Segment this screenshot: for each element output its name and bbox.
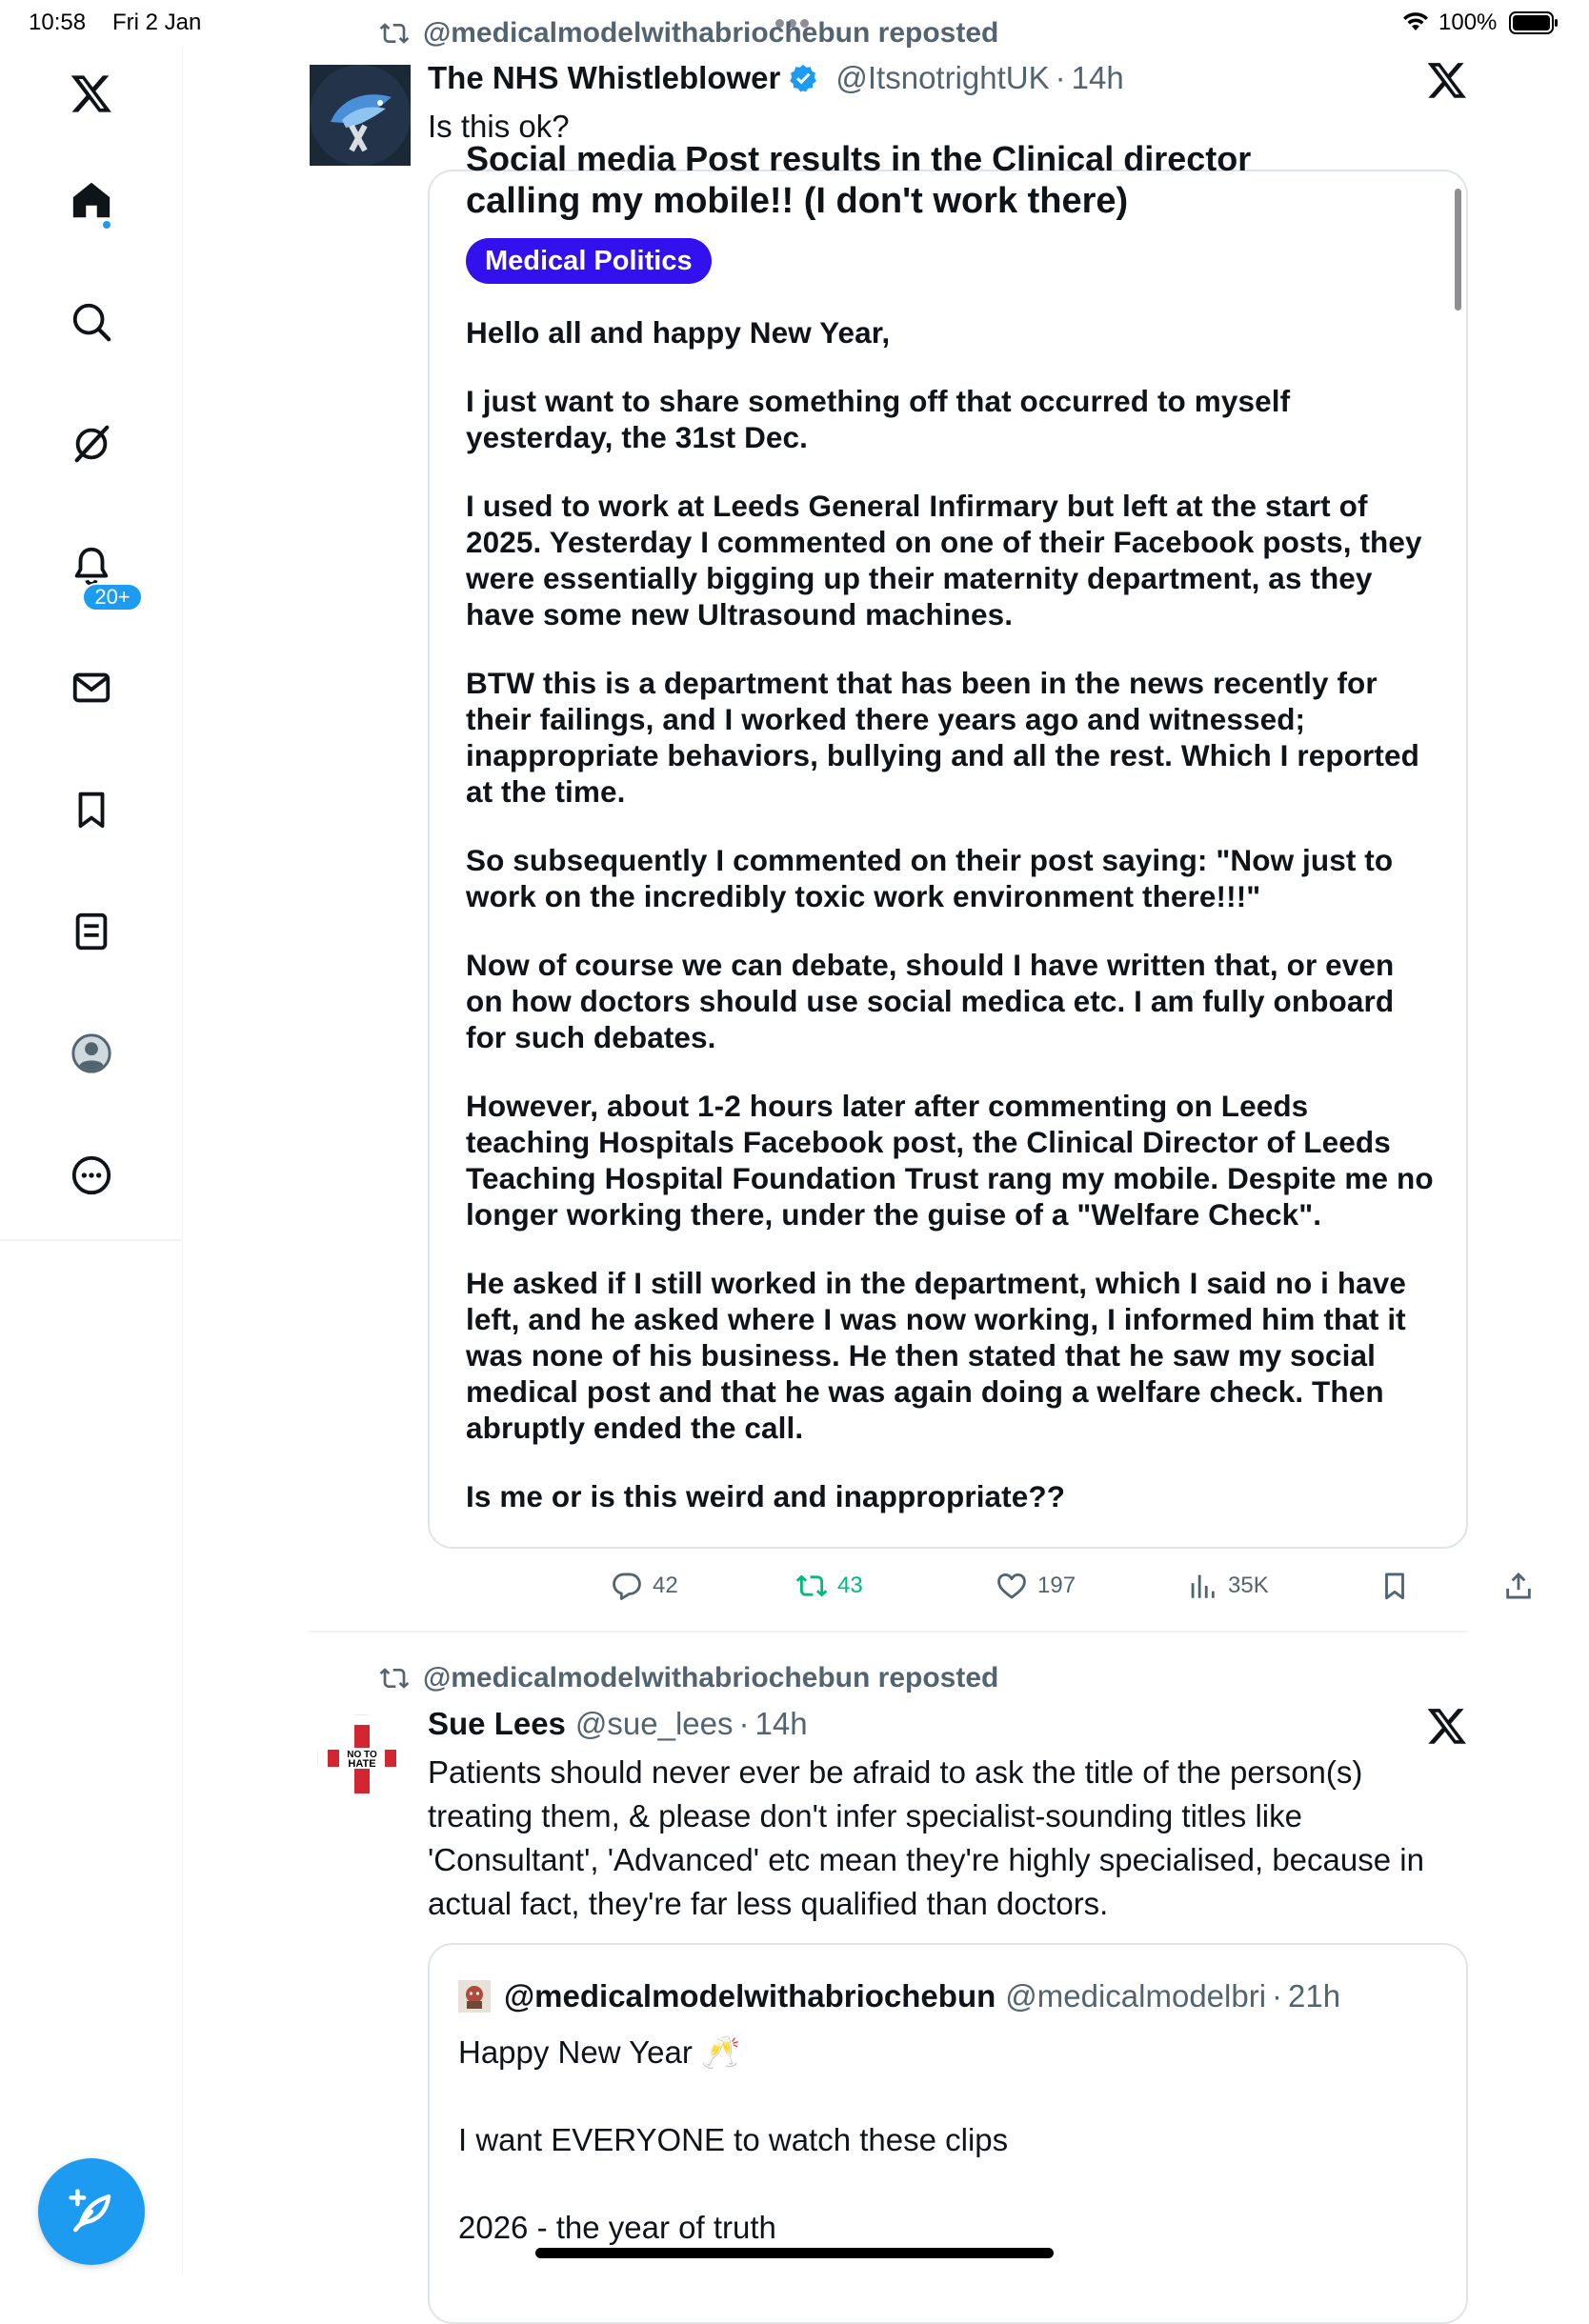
verified-badge-icon[interactable] xyxy=(788,63,818,93)
article-paragraph: BTW this is a department that has been in the news recently for their failings, and I worked there years ago and witnessed; inappropriate behaviors, bullying and all the rest. Which I reported at the time. xyxy=(466,666,1419,809)
share-button[interactable] xyxy=(1502,1564,1544,1608)
quote-avatar[interactable] xyxy=(458,1980,491,2013)
tweet-text: Is this ok? xyxy=(428,109,570,144)
repost-button[interactable] xyxy=(795,1564,863,1608)
timeline-feed xyxy=(184,0,1589,2274)
sidebar-divider xyxy=(0,1239,183,1241)
quote-line: Happy New Year 🥂 xyxy=(458,2034,741,2070)
avatar-text: HATE xyxy=(348,1758,376,1770)
share-icon xyxy=(1502,1570,1535,1602)
heart-icon xyxy=(996,1570,1028,1602)
tweet-time[interactable]: 14h xyxy=(754,1706,808,1741)
repost-count: 43 xyxy=(837,1573,863,1598)
reply-count: 42 xyxy=(653,1573,678,1598)
like-button[interactable] xyxy=(996,1564,1076,1608)
tweet-text: Patients should never ever be afraid to ask the title of the person(s) treating them, & please don't infer specialist-sounding titles like 'Consultant', 'Advanced' etc mean they're highly specialised, because in actual fact, they're far less qualified than doctors. xyxy=(428,1754,1424,1921)
x-logo-icon[interactable] xyxy=(55,57,128,130)
article-paragraph: Now of course we can debate, should I have written that, or even on how doctors should use social medica etc. I am fully onboard for such debates. xyxy=(466,948,1395,1054)
quote-line xyxy=(458,2162,1449,2206)
status-time: 10:58 xyxy=(29,10,87,35)
sidebar xyxy=(0,46,183,2274)
author-name[interactable]: Sue Lees xyxy=(428,1706,566,1741)
article-paragraph: Is me or is this weird and inappropriate?? xyxy=(466,1479,1066,1513)
author-name[interactable]: The NHS Whistleblower xyxy=(428,60,781,95)
article-paragraph: He asked if I still worked in the department, which I said no i have left, and he asked where I was now working, I informed him that it was none of his business. He then stated that he saw my social medical post and that he was again doing a welfare check. Then abruptly ended the call. xyxy=(466,1266,1407,1445)
bookmark-icon xyxy=(1378,1570,1411,1602)
bookmark-button[interactable] xyxy=(1378,1564,1420,1608)
quote-text xyxy=(458,2031,1449,2250)
x-logo-icon[interactable] xyxy=(1426,1705,1468,1747)
compose-feather-icon xyxy=(66,2186,117,2237)
reply-button[interactable] xyxy=(611,1564,678,1608)
separator: · xyxy=(1272,1978,1283,2013)
repost-icon xyxy=(379,18,410,49)
battery-percentage: 100% xyxy=(1438,10,1498,35)
grok-icon[interactable] xyxy=(55,408,128,480)
x-logo-icon[interactable] xyxy=(1426,59,1468,101)
quote-author-name[interactable]: @medicalmodelwithabriochebun xyxy=(504,1978,996,2013)
notifications-badge: 20+ xyxy=(82,583,143,611)
author-handle[interactable]: @sue_lees xyxy=(574,1706,734,1741)
repost-icon xyxy=(379,1663,410,1693)
author-handle[interactable]: @ItsnotrightUK xyxy=(835,60,1050,95)
tweet-header xyxy=(428,59,1124,97)
tweet-actions xyxy=(428,1564,1468,1608)
compose-button[interactable] xyxy=(38,2158,145,2265)
status-date: Fri 2 Jan xyxy=(112,10,202,35)
avatar[interactable] xyxy=(317,1714,405,1802)
views-button[interactable] xyxy=(1186,1564,1269,1608)
avatar[interactable] xyxy=(310,65,411,166)
repost-icon xyxy=(795,1570,828,1602)
tweet-time[interactable]: 14h xyxy=(1071,60,1124,95)
article-paragraph: I used to work at Leeds General Infirmary but left at the start of 2025. Yesterday I commented on one of their Facebook posts, they were essentially bigging up their maternity department, as they have some new Ultrasound machines. xyxy=(466,489,1422,631)
repost-indicator[interactable] xyxy=(379,16,998,50)
quoted-tweet[interactable] xyxy=(428,1943,1468,2324)
separator: · xyxy=(738,1706,750,1741)
quote-line: 2026 - the year of truth xyxy=(458,2210,776,2245)
article-paragraph: However, about 1-2 hours later after commenting on Leeds teaching Hospitals Facebook post, the Clinical Director of Leeds Teaching Hospital Foundation Trust rang my mobile. Despite me no longer working there, under the guise of a "Welfare Check". xyxy=(466,1089,1434,1232)
article-card[interactable] xyxy=(428,139,1468,1549)
separator: · xyxy=(1055,60,1066,95)
avatar-text: NO TO xyxy=(347,1750,377,1760)
article-paragraph: So subsequently I commented on their post saying: "Now just to work on the incredibly toxic work environment there!!!" xyxy=(466,843,1394,913)
article-scrollbar[interactable] xyxy=(1455,189,1461,311)
views-chart-icon xyxy=(1186,1570,1218,1602)
repost-label: @medicalmodelwithabriochebun reposted xyxy=(423,1662,999,1693)
article-body xyxy=(466,314,1438,1547)
profile-icon[interactable] xyxy=(55,1017,128,1090)
repost-indicator[interactable] xyxy=(379,1661,998,1695)
article-tag[interactable]: Medical Politics xyxy=(466,238,712,284)
quote-line: I want EVERYONE to watch these clips xyxy=(458,2122,1009,2157)
views-count: 35K xyxy=(1228,1573,1269,1598)
home-unread-dot xyxy=(101,219,112,230)
quote-time[interactable]: 21h xyxy=(1288,1978,1341,2013)
quote-header xyxy=(458,1977,1340,2015)
tweet-header xyxy=(428,1705,808,1743)
like-count: 197 xyxy=(1037,1573,1076,1598)
quote-line xyxy=(458,2074,1449,2118)
reply-icon xyxy=(611,1570,643,1602)
search-icon[interactable] xyxy=(55,286,128,358)
bookmarks-icon[interactable] xyxy=(55,773,128,846)
quote-author-handle[interactable]: @medicalmodelbri xyxy=(1005,1978,1267,2013)
article-paragraph: I just want to share something off that occurred to myself yesterday, the 31st Dec. xyxy=(466,384,1291,454)
messages-icon[interactable] xyxy=(55,651,128,724)
repost-label: @medicalmodelwithabriochebun reposted xyxy=(423,17,999,49)
article-title: calling my mobile!! (I don't work there) xyxy=(466,181,1129,221)
article-paragraph: Hello all and happy New Year, xyxy=(466,315,891,350)
more-icon[interactable] xyxy=(55,1139,128,1212)
tweet-divider xyxy=(309,1631,1468,1633)
article-title-cutoff: Social media Post results in the Clinical director xyxy=(466,139,1252,178)
home-icon[interactable] xyxy=(55,164,128,236)
lists-icon[interactable] xyxy=(55,895,128,968)
home-indicator[interactable] xyxy=(535,2248,1054,2258)
